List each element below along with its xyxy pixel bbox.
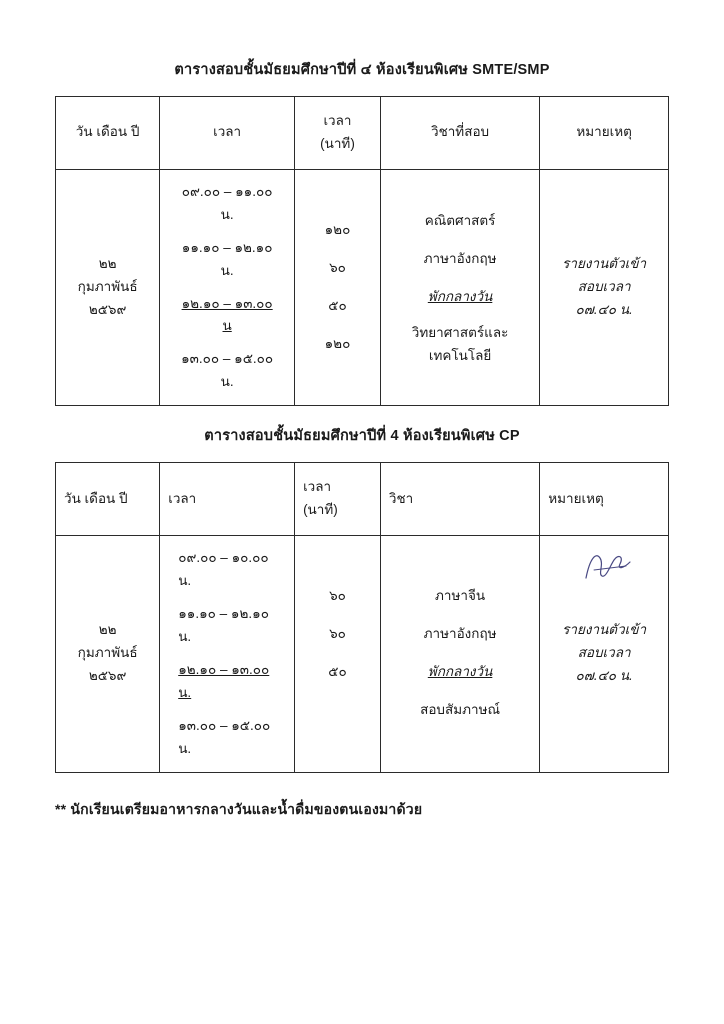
exam-schedule-table-smte xyxy=(55,96,669,407)
header-time: เวลา xyxy=(160,96,295,169)
table-header-row xyxy=(56,96,669,169)
exam-schedule-table-cp xyxy=(55,462,669,773)
subject-name-lunch: พักกลางวัน xyxy=(427,289,493,305)
exam-date-year: ๒๕๖๙ xyxy=(88,301,127,317)
header-note: หมายเหตุ xyxy=(540,96,669,169)
header-date: วัน เดือน ปี xyxy=(56,463,160,536)
subject-name: วิทยาศาสตร์และเทคโนโลยี xyxy=(411,324,509,363)
exam-date-month: กุมภาพันธ์ xyxy=(77,645,138,661)
exam-date-day: ๒๒ xyxy=(98,256,117,272)
header-date: วัน เดือน ปี xyxy=(56,96,160,169)
note-line-3: ๐๗.๔๐ น. xyxy=(575,301,633,317)
time-slot: ๐๙.๐๐ – ๑๐.๐๐ น. xyxy=(178,550,269,588)
note-line-1: รายงานตัวเข้า xyxy=(562,622,647,638)
header-minutes xyxy=(295,463,381,536)
minutes-value: ๖๐ xyxy=(329,260,346,276)
time-slot: ๑๑.๑๐ – ๑๒.๑๐ น. xyxy=(178,605,269,644)
header-minutes-sub: (นาที) xyxy=(320,135,355,151)
minutes-value: ๑๒๐ xyxy=(324,336,351,352)
time-column xyxy=(160,169,295,406)
time-slot: ๐๙.๐๐ – ๑๑.๐๐ น. xyxy=(181,183,273,222)
minutes-value: ๖๐ xyxy=(329,626,346,642)
exam-date-day: ๒๒ xyxy=(98,622,117,638)
note-cell xyxy=(540,536,669,773)
subject-name: ภาษาอังกฤษ xyxy=(423,626,497,642)
header-minutes xyxy=(295,96,381,169)
exam-date-year: ๒๕๖๙ xyxy=(88,668,127,684)
time-slot: ๑๓.๐๐ – ๑๕.๐๐ น. xyxy=(181,351,274,390)
minutes-column xyxy=(295,169,381,406)
header-subject: วิชา xyxy=(380,463,539,536)
subject-column xyxy=(380,536,539,773)
exam-date-cell xyxy=(56,169,160,406)
time-slot-lunch: ๑๒.๑๐ – ๑๓.๐๐ น xyxy=(181,295,273,334)
minutes-value: ๕๐ xyxy=(328,298,347,314)
table-row xyxy=(56,536,669,773)
note-line-1: รายงานตัวเข้า xyxy=(562,256,647,272)
time-column xyxy=(160,536,295,773)
note-line-3: ๐๗.๔๐ น. xyxy=(575,668,633,684)
time-slot-lunch: ๑๒.๑๐ – ๑๓.๐๐ น. xyxy=(178,661,270,700)
subject-column xyxy=(380,169,539,406)
exam-date-month: กุมภาพันธ์ xyxy=(77,279,138,295)
note-cell xyxy=(540,169,669,406)
exam-date-cell xyxy=(56,536,160,773)
subject-name: สอบสัมภาษณ์ xyxy=(420,702,501,718)
time-slot: ๑๓.๐๐ – ๑๕.๐๐ น. xyxy=(178,717,271,756)
table-row xyxy=(56,169,669,406)
page-title-cp: ตารางสอบชั้นมัธยมศึกษาปีที่ 4 ห้องเรียนพิเศษ CP xyxy=(204,428,520,445)
minutes-value: ๑๒๐ xyxy=(324,222,351,238)
header-minutes-sub: (นาที) xyxy=(303,502,338,517)
footnote-text: ** นักเรียนเตรียมอาหารกลางวันและน้ำดื่มของตนเองมาด้วย xyxy=(55,800,423,817)
time-slot: ๑๑.๑๐ – ๑๒.๑๐ น. xyxy=(181,239,273,278)
page-title-smte: ตารางสอบชั้นมัธยมศึกษาปีที่ ๔ ห้องเรียนพิเศษ SMTE/SMP xyxy=(174,62,550,78)
header-minutes-main: เวลา xyxy=(323,112,352,128)
minutes-value: ๕๐ xyxy=(328,664,347,680)
subject-name-lunch: พักกลางวัน xyxy=(427,664,493,680)
minutes-value xyxy=(303,692,372,730)
minutes-column xyxy=(295,536,381,773)
subject-name: ภาษาอังกฤษ xyxy=(423,251,497,267)
subject-name: ภาษาจีน xyxy=(435,588,486,604)
table-header-row xyxy=(56,463,669,536)
header-minutes-main: เวลา xyxy=(303,479,332,495)
header-note: หมายเหตุ xyxy=(540,463,669,536)
note-line-2: สอบเวลา xyxy=(577,279,631,295)
header-subject: วิชาที่สอบ xyxy=(380,96,539,169)
minutes-value: ๖๐ xyxy=(329,588,346,604)
header-time: เวลา xyxy=(160,463,295,536)
note-line-2: สอบเวลา xyxy=(577,645,631,661)
subject-name: คณิตศาสตร์ xyxy=(424,213,496,229)
